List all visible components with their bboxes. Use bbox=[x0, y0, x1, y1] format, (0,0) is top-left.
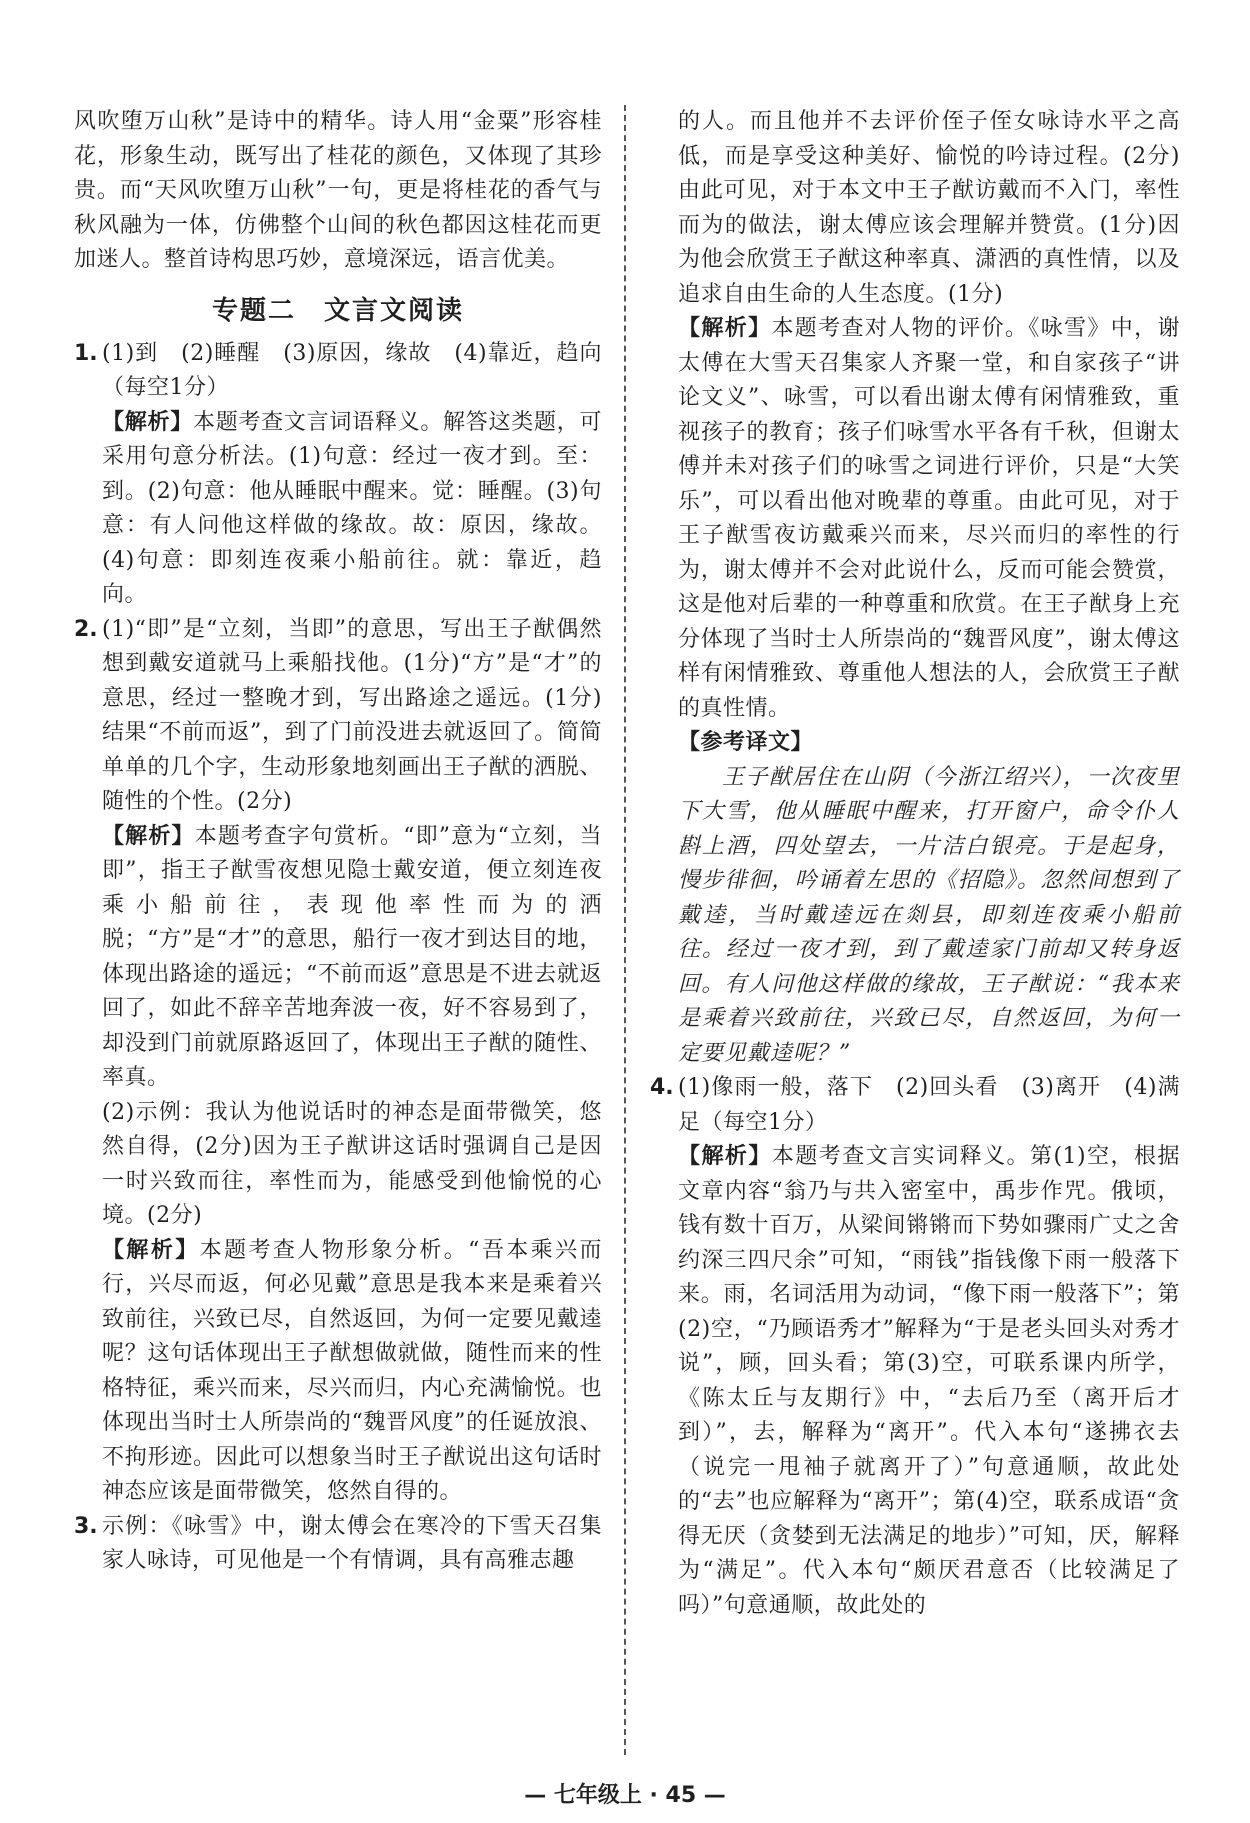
page-footer: — 七年级上 · 45 — bbox=[524, 1783, 726, 1808]
analysis-text: 本题考查对人物的评价。《咏雪》中，谢太傅在大雪天召集家人齐聚一堂，和自家孩子“讲论文义”、咏雪，可以看出谢太傅有闲情雅致，重视孩子的教育；孩子们咏雪水平各有千秋，但谢太傅并未对孩子们的咏雪之词进行评价，只是“大笑乐”，可以看出他对晚辈的尊重。由此可见，对于王子猷雪夜访戴乘兴而来，尽兴而归的率性的行为，谢太傅并不会对此说什么，反而可能会赞赏，这是他对后辈的一种尊重和欣赏。在王子猷身上充分体现了当时士人所崇尚的“魏晋风度”，谢太傅这样有闲情雅致、尊重他人想法的人，会欣赏王子猷的真性情。 bbox=[678, 316, 1180, 721]
answer-text: 示例：《咏雪》中，谢太傅会在寒冷的下雪天召集家人咏诗，可见他是一个有情调，具有高雅志趣 bbox=[102, 1513, 602, 1573]
translation-tag: 【参考译文】 bbox=[678, 730, 814, 755]
analysis-text: 本题考查文言实词释义。第(1)空，根据文章内容“翁乃与共入密室中，禹步作咒。俄顷，钱有数十百万，从梁间锵锵而下势如骤雨广丈之舍约深三四尺余”可知，“雨钱”指钱像下雨一般落下来。雨，名词活用为动词，“像下雨一般落下”；第(2)空，“乃顾语秀才”解释为“于是老头回头对秀才说”，顾，回头看；第(3)空，可联系课内所学，《陈太丘与友期行》中，“去后乃至（离开后才到）”，去，解释为“离开”。代入本句“遂拂衣去（说完一甩袖子就离开了）”句意通顺，故此处的“去”也应解释为“离开”；第(4)空，联系成语“贪得无厌（贪婪到无法满足的地步）”可知，厌，解释为“满足”。代入本句“颇厌君意否（比较满足了吗）”句意通顺，故此处的 bbox=[678, 1144, 1180, 1618]
analysis-block bbox=[102, 406, 602, 613]
question-number: 3. bbox=[74, 1513, 98, 1539]
question-number: 1. bbox=[74, 340, 98, 366]
analysis-block bbox=[678, 1140, 1180, 1623]
question-3 bbox=[74, 1510, 602, 1579]
translation-text: 王子猷居住在山阴（今浙江绍兴），一次夜里下大雪，他从睡眠中醒来，打开窗户，命令仆人斟上酒，四处望去，一片洁白银亮。于是起身，慢步徘徊，吟诵着左思的《招隐》。忽然间想到了戴逵，当时戴逵远在剡县，即刻连夜乘小船前往。经过一夜才到，到了戴逵家门前却又转身返回。有人问他这样做的缘故，王子猷说：“我本来是乘着兴致前往，兴致已尽，自然返回，为何一定要见戴逵呢？” bbox=[678, 764, 1180, 1066]
question-3-continued bbox=[650, 105, 1180, 1071]
question-number: 2. bbox=[74, 616, 98, 642]
column-divider bbox=[624, 105, 626, 1755]
question-1 bbox=[74, 337, 602, 613]
analysis-text: 本题考查人物形象分析。“吾本乘兴而行，兴尽而返，何必见戴”意思是我本来是乘着兴致前往，兴致已尽，自然返回，为何一定要见戴逵呢？这句话体现出王子猷想做就做，随性而来的性格特征，乘兴而来，尽兴而归，内心充满愉悦。也体现出当时士人所崇尚的“魏晋风度”的任诞放浪、不拘形迹。因此可以想象当时王子猷说出这句话时神态应该是面带微笑，悠然自得的。 bbox=[102, 1237, 602, 1504]
analysis-tag: 【解析】 bbox=[678, 316, 772, 341]
answer-text: (1)像雨一般，落下 (2)回头看 (3)离开 (4)满足（每空1分） bbox=[678, 1075, 1180, 1135]
answer-text: 的人。而且他并不去评价侄子侄女咏诗水平之高低，而是享受这种美好、愉悦的吟诗过程。(2分)由此可见，对于本文中王子猷访戴而不入门，率性而为的做法，谢太傅应该会理解并赞赏。(1分)因为他会欣赏王子猷这种率真、潇洒的真性情，以及追求自由生命的人生态度。(1分) bbox=[678, 109, 1180, 307]
question-4 bbox=[650, 1071, 1180, 1623]
analysis-tag: 【解析】 bbox=[678, 1144, 772, 1169]
poem-analysis-ending: 风吹堕万山秋”是诗中的精华。诗人用“金粟”形容桂花，形象生动，既写出了桂花的颜色，又体现了其珍贵。而“天风吹堕万山秋”一句，更是将桂花的香气与秋风融为一体，仿佛整个山间的秋色都因这桂花而更加迷人。整首诗构思巧妙，意境深远，语言优美。 bbox=[74, 109, 602, 272]
analysis-block-2 bbox=[102, 1234, 602, 1510]
left-column bbox=[74, 105, 602, 1579]
analysis-tag: 【解析】 bbox=[102, 409, 193, 435]
right-column bbox=[650, 105, 1180, 1623]
section-title: 专题二 文言文阅读 bbox=[211, 295, 464, 326]
answer-text: (1)到 (2)睡醒 (3)原因，缘故 (4)靠近，趋向（每空1分） bbox=[102, 340, 602, 400]
question-2 bbox=[74, 613, 602, 1510]
analysis-text: 本题考查字句赏析。“即”意为“立刻，当即”，指王子猷雪夜想见隐士戴安道，便立刻连夜乘小船前往，表现他率性而为的洒脱；“方”是“才”的意思，船行一夜才到达目的地，体现出路途的遥远；“不前而返”意思是不进去就返回了，如此不辞辛苦地奔波一夜，好不容易到了，却没到门前就原路返回了，体现出王子猷的随性、率真。 bbox=[102, 823, 602, 1090]
analysis-tag: 【解析】 bbox=[102, 823, 195, 849]
analysis-text: 本题考查文言词语释义。解答这类题，可采用句意分析法。(1)句意：经过一夜才到。至：到。(2)句意：他从睡眠中醒来。觉：睡醒。(3)句意：有人问他这样做的缘故。故：原因，缘故。(4)句意：即刻连夜乘小船前往。就：靠近，趋向。 bbox=[102, 409, 602, 607]
answer-text-2: (2)示例：我认为他说话时的神态是面带微笑，悠然自得，(2分)因为王子猷讲这话时强调自己是因一时兴致而往，率性而为，能感受到他愉悦的心境。(2分) bbox=[102, 1099, 602, 1228]
answer-text: (1)“即”是“立刻，当即”的意思，写出王子猷偶然想到戴安道就马上乘船找他。(1分)“方”是“才”的意思，经过一整晚才到，写出路途之遥远。(1分)结果“不前而返”，到了门前没进去就返回了。简简单单的几个字，生动形象地刻画出王子猷的洒脱、随性的个性。(2分) bbox=[102, 616, 602, 814]
analysis-block bbox=[678, 312, 1180, 726]
analysis-tag: 【解析】 bbox=[102, 1237, 200, 1263]
question-number: 4. bbox=[650, 1075, 674, 1100]
analysis-block bbox=[102, 820, 602, 1096]
